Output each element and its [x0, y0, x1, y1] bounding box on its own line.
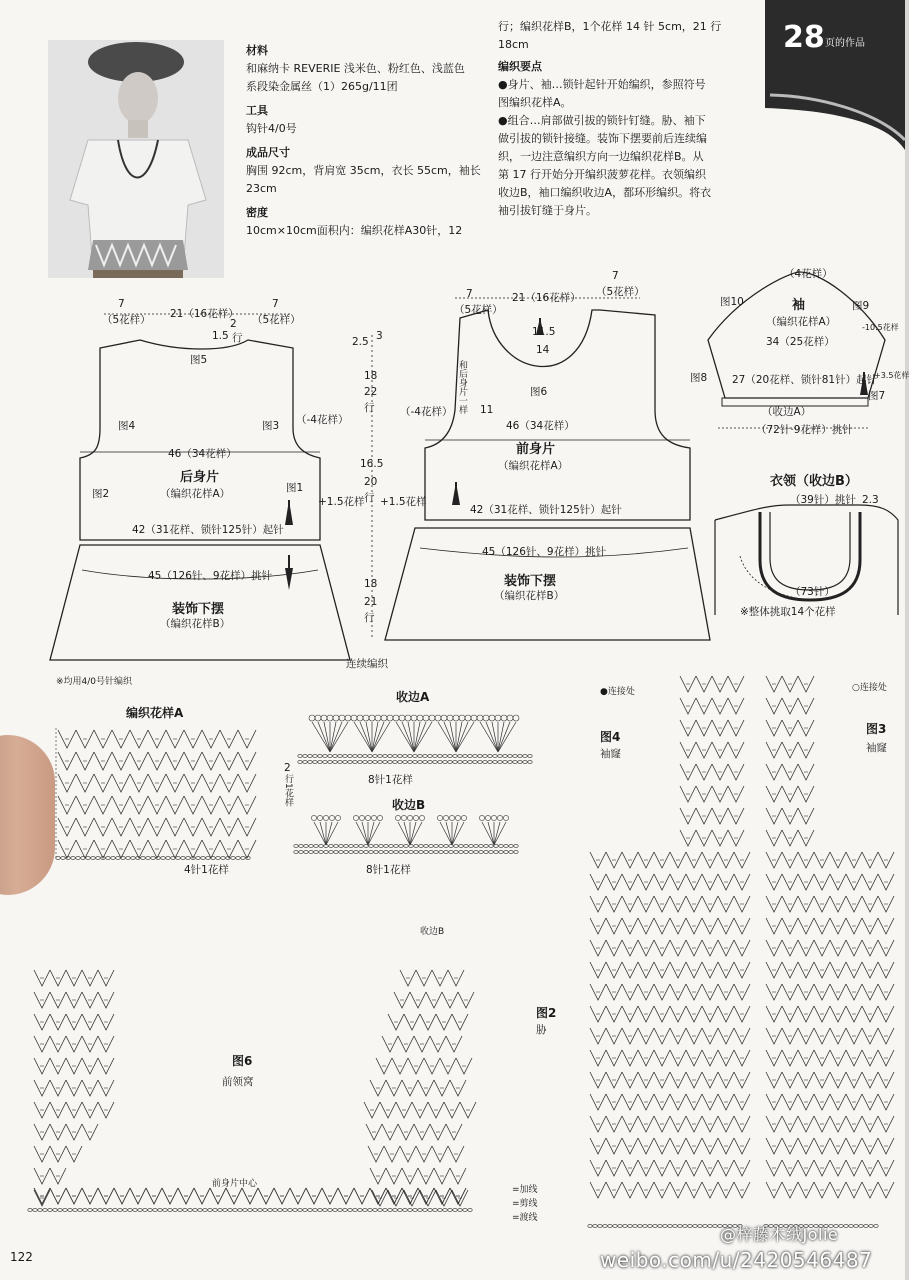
piece-title: 装饰下摆	[172, 602, 225, 617]
fig-label: 图4	[118, 420, 136, 432]
dim-label: 2.5	[352, 336, 369, 348]
fig-label: 图1	[286, 482, 304, 494]
dim-label: 7	[272, 298, 279, 310]
dim-label: 7	[118, 298, 125, 310]
page-number: 122	[10, 1250, 33, 1264]
dim-label: 45（126针、9花样）挑针	[148, 570, 273, 582]
piece-title: 前身片	[516, 442, 556, 457]
dim-label: 46（34花样）	[506, 420, 575, 432]
text-line: 袖引拔钉缝于身片。	[498, 204, 597, 217]
dim-label: 21	[364, 596, 378, 608]
dim-label: 7	[466, 288, 473, 300]
piece-subtitle: （编织花样B）	[160, 618, 231, 630]
text-line: 18cm	[498, 38, 529, 51]
text-line: 第 17 行开始分开编织菠萝花样。衣领编织	[498, 168, 706, 181]
size-line: 胸围 92cm，背肩宽 35cm，衣长 55cm，袖长	[246, 164, 481, 177]
dim-label: 行	[364, 612, 375, 624]
dim-label: （73针）	[790, 586, 835, 598]
legend-label: =渡线	[512, 1213, 538, 1223]
dim-label: 2	[230, 318, 237, 330]
dim-label: （5花样）	[102, 314, 151, 326]
dim-label: （4花样）	[784, 268, 833, 280]
materials-line: 系段染金属丝（1）265g/11团	[246, 80, 398, 93]
legend-label: =加线	[512, 1185, 538, 1195]
points-title: 编织要点	[498, 60, 542, 73]
dim-label: （72针·9花样）挑针	[756, 424, 853, 436]
dim-label: 连续编织	[346, 658, 388, 670]
tools-title: 工具	[246, 104, 268, 117]
tools-body: 钩针4/0号	[246, 122, 297, 135]
chart-label: 2	[284, 762, 291, 774]
chart-label: 前身片中心	[212, 1179, 258, 1189]
dim-label: -10.5花样	[862, 323, 899, 332]
dim-label: 21（16花样）	[512, 292, 581, 304]
fig-label: 图3	[262, 420, 280, 432]
dim-label: 42（31花样、锁针125针）起针	[470, 504, 622, 516]
fig-label: 图5	[190, 354, 208, 366]
piece-title: 衣领（收边B）	[770, 474, 858, 489]
dim-label: +1.5花样	[380, 496, 427, 508]
text-line: 做引拔的锁针接缝。装饰下摆要前后连续编	[498, 132, 707, 145]
dim-label: 14	[536, 344, 550, 356]
materials-title: 材料	[246, 44, 268, 57]
text-line: ●身片、袖…锁针起针开始编织，参照符号	[498, 78, 706, 91]
dim-label: 34（25花样）	[766, 336, 835, 348]
chart-label: 收边B	[420, 927, 445, 937]
dim-label: +1.5花样	[318, 496, 365, 508]
chart-label: 8针1花样	[368, 774, 413, 786]
text-line: 图编织花样A。	[498, 96, 572, 109]
dim-label: 行	[364, 492, 375, 504]
dim-label: 1.5	[212, 330, 229, 342]
dim-label: 18	[364, 370, 378, 382]
finger-photo	[0, 735, 55, 895]
chart-label: ○连接处	[852, 683, 887, 693]
dim-label: （5花样）	[454, 304, 503, 316]
text-line: 收边B，袖口编织收边A，都环形编织。将衣	[498, 186, 712, 199]
chart-label: 行1花样	[283, 774, 293, 807]
dim-label: （39针）挑针	[790, 494, 856, 506]
piece-subtitle: （编织花样A）	[766, 316, 837, 328]
dim-label: 和后身片一样	[457, 360, 467, 414]
fig-label: 图6	[530, 386, 548, 398]
dim-label: +3.5花样	[874, 371, 909, 380]
chart-subtitle: 前领窝	[222, 1076, 254, 1088]
fig-label: 图8	[690, 372, 708, 384]
piece-subtitle: （编织花样A）	[498, 460, 569, 472]
fig-label: 图9	[852, 300, 870, 312]
watermark-name: @梓藤木绒Jolie	[720, 1225, 839, 1244]
dim-label: 27（20花样、锁针81针）起针	[732, 374, 878, 386]
tab-caption: 页的作品	[825, 38, 865, 49]
dim-label: （5花样）	[596, 286, 645, 298]
dim-label: （-4花样）	[296, 414, 349, 426]
dim-label: 11	[480, 404, 494, 416]
hook-note: ※均用4/0号针编织	[56, 677, 133, 687]
dim-label: 21（16花样）	[170, 308, 239, 320]
dim-label: 行	[364, 402, 375, 414]
dim-label: （收边A）	[762, 406, 812, 418]
legend-label: =剪线	[512, 1199, 538, 1209]
chart-subtitle: 袖窿	[866, 742, 887, 754]
chart-subtitle: 袖窿	[600, 748, 621, 760]
dim-label: 11.5	[532, 326, 556, 338]
dim-label: （-4花样）	[400, 406, 453, 418]
fig-label: 图7	[868, 390, 886, 402]
size-title: 成品尺寸	[246, 146, 290, 159]
dim-label: 46（34花样）	[168, 448, 237, 460]
piece-title: 装饰下摆	[504, 574, 557, 589]
dim-label: 2.3	[862, 494, 879, 506]
dim-label: 42（31花样、锁针125针）起针	[132, 524, 284, 536]
chart-label: 8针1花样	[366, 864, 411, 876]
tab-number: 28	[783, 20, 825, 55]
dim-label: ※整体挑取14个花样	[740, 606, 836, 618]
dim-label: 行	[232, 332, 243, 344]
chart-title: 图3	[866, 722, 887, 736]
chart-title: 收边B	[392, 798, 426, 812]
materials-line: 和麻纳卡 REVERIE 浅米色、粉红色、浅蓝色	[246, 62, 465, 75]
text-line: 行；编织花样B，1个花样 14 针 5cm，21 行	[498, 20, 722, 33]
chart-label: 4针1花样	[184, 864, 229, 876]
dim-label: 22	[364, 386, 378, 398]
piece-title: 袖	[792, 298, 806, 313]
gauge-title: 密度	[246, 206, 268, 219]
text-line: 织，一边注意编织方向一边编织花样B。从	[498, 150, 704, 163]
dim-label: 20	[364, 476, 378, 488]
chart-title: 收边A	[396, 690, 430, 704]
text-line: ●组合…肩部做引拔的锁针钉缝。胁、袖下	[498, 114, 706, 127]
chart-label: ●连接处	[600, 687, 635, 697]
chart-title: 图2	[536, 1006, 557, 1020]
piece-subtitle: （编织花样A）	[160, 488, 231, 500]
chart-subtitle: 胁	[536, 1024, 547, 1036]
watermark-url: weibo.com/u/2420546487	[600, 1248, 873, 1272]
chart-title: 图6	[232, 1054, 253, 1068]
dim-label: 7	[612, 270, 619, 282]
fig-label: 图2	[92, 488, 110, 500]
chart-title: 编织花样A	[126, 706, 184, 720]
fig-label: 图10	[720, 296, 744, 308]
dim-label: 16.5	[360, 458, 384, 470]
size-line: 23cm	[246, 182, 277, 195]
piece-title: 后身片	[180, 470, 220, 485]
dim-label: 45（126针、9花样）挑针	[482, 546, 607, 558]
piece-subtitle: （编织花样B）	[494, 590, 565, 602]
dim-label: 18	[364, 578, 378, 590]
gauge-body: 10cm×10cm面积内：编织花样A30针，12	[246, 224, 463, 237]
chart-title: 图4	[600, 730, 621, 744]
dim-label: 3	[376, 330, 383, 342]
dim-label: （5花样）	[252, 314, 301, 326]
